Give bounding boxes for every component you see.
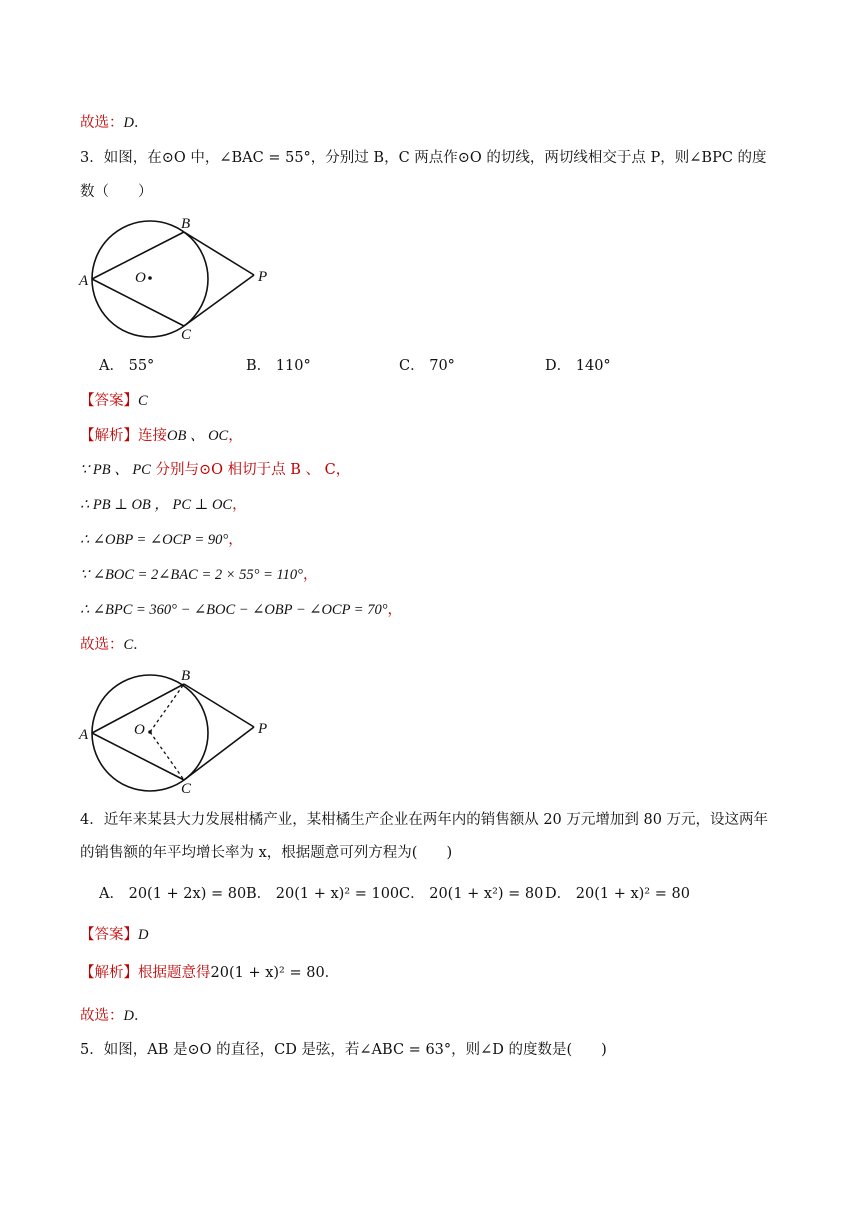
q3-option-a: A． 55°: [99, 358, 155, 374]
q3-choose-line: 故选：C．: [80, 637, 148, 653]
q4-analysis-line: 【解析】根据题意得20(1 + x)² = 80．: [80, 965, 340, 981]
q3-option-c: C． 70°: [399, 358, 455, 374]
svg-text:O: O: [134, 722, 145, 738]
q3-option-b: B． 110°: [246, 358, 311, 374]
tangent-cp: [184, 275, 254, 326]
q4-option-d: D． 20(1 + x)² = 80: [545, 886, 690, 902]
analysis-label: 【解析】: [80, 428, 138, 444]
tangent-bp: [184, 232, 254, 275]
q3-figure: [78, 212, 278, 342]
svg-text:A: A: [79, 727, 89, 743]
q4-option-a: A． 20(1 + 2x) = 80: [99, 886, 247, 902]
q3-analysis-line: 【解析】连接OB 、 OC，: [80, 428, 243, 444]
q5-stem-line1: 5．如图，AB 是⊙O 的直径，CD 是弦，若∠ABC = 63°，则∠D 的度数是( ): [80, 1042, 607, 1058]
q3-step-5: ∴ ∠BPC = 360° − ∠BOC − ∠OBP − ∠OCP = 70°，: [80, 602, 403, 618]
label-p: P: [258, 269, 268, 285]
choose-label: 故选：: [80, 115, 124, 131]
q4-choose-line: 故选：D．: [80, 1008, 149, 1024]
q3-step-4: ∵ ∠BOC = 2∠BAC = 2 × 55° = 110°，: [80, 567, 318, 583]
q4-answer-line: 【答案】D: [80, 927, 149, 943]
q4-option-c: C． 20(1 + x²) = 80: [399, 886, 544, 902]
center-dot: [148, 276, 152, 280]
q4-stem-line2: 的销售额的年平均增长率为 x，根据题意可列方程为( ): [80, 845, 453, 861]
q3-option-d: D． 140°: [545, 358, 611, 374]
label-a: A: [79, 273, 89, 289]
label-c: C: [181, 327, 192, 343]
q3-step-3: ∴ ∠OBP = ∠OCP = 90°，: [80, 532, 243, 548]
svg-text:B: B: [181, 668, 191, 684]
q3-solution-figure: [78, 664, 278, 797]
q3-answer-line: [80, 391, 148, 411]
label-o: O: [135, 270, 146, 286]
q3-stem-line1: 3．如图，在⊙O 中，∠BAC = 55°，分别过 B，C 两点作⊙O 的切线，两切线相交于点 P，则∠BPC 的度: [80, 150, 767, 166]
dashed-oc: [150, 732, 184, 780]
answer-label: 【答案】: [80, 393, 138, 409]
choose-end: ．: [133, 115, 149, 131]
q4-stem-line1: 4．近年来某县大力发展柑橘产业，某柑橘生产企业在两年内的销售额从 20 万元增加到 80 万元，设这两年: [80, 812, 769, 828]
label-b: B: [181, 216, 191, 232]
answer-value: C: [138, 393, 148, 409]
q3-step-2: ∴ PB ⊥ OB ， PC ⊥ OC，: [80, 497, 247, 513]
choose-value: D: [123, 115, 134, 131]
svg-text:C: C: [181, 781, 192, 797]
previous-answer-line: [80, 113, 148, 133]
svg-text:P: P: [258, 721, 268, 737]
segment-ac: [92, 279, 184, 326]
q3-stem-line2: 数（ ）: [80, 184, 153, 200]
q3-step-1: ∵ PB 、 PC 分别与⊙O 相切于点 B 、 C，: [80, 462, 351, 478]
dashed-ob: [150, 684, 184, 732]
q4-option-b: B． 20(1 + x)² = 100: [246, 886, 400, 902]
